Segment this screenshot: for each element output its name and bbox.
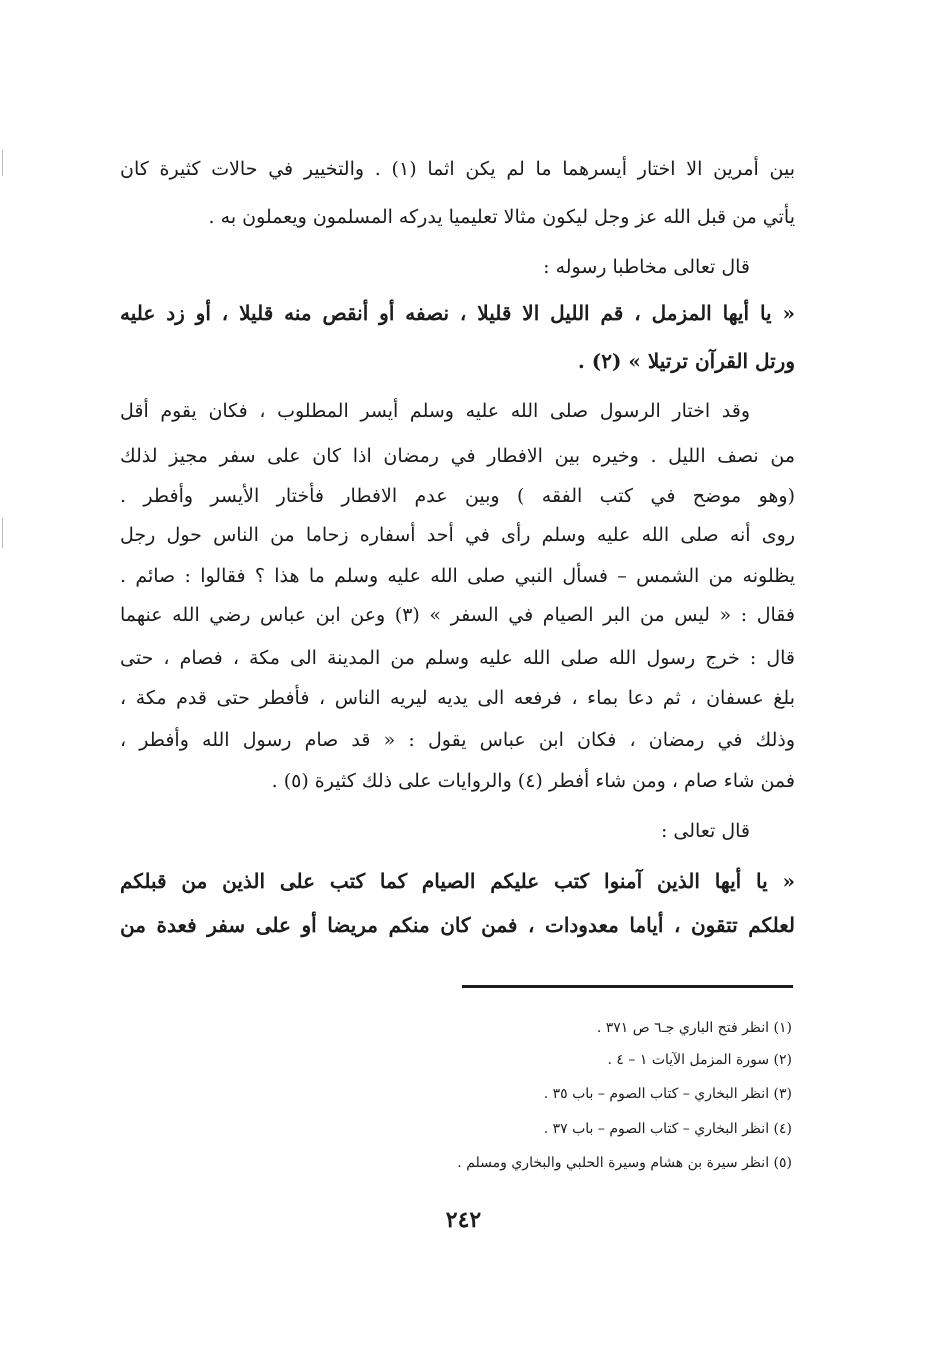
page-number: ٢٤٢ — [445, 1207, 482, 1233]
body-line: بين أمرين الا اختار أيسرهما ما لم يكن اثما (١) . والتخيير في حالات كثيرة كان — [120, 158, 795, 180]
body-line: قال تعالى مخاطبا رسوله : — [543, 256, 750, 278]
footnote: (٥) انظر سيرة بن هشام وسيرة الحلبي والبخاري ومسلم . — [457, 1155, 792, 1171]
body-line: من نصف الليل . وخيره بين الافطار في رمضان اذا كان على سفر مجيز لذلك — [120, 445, 795, 467]
left-margin-mark-lower — [2, 518, 3, 548]
quran-verse-line: « يا أيها المزمل ، قم الليل الا قليلا ، نصفه أو أنقص منه قليلا ، أو زد عليه — [120, 301, 795, 325]
left-margin-mark — [2, 150, 3, 176]
footnote: (٣) انظر البخاري – كتاب الصوم – باب ٣٥ . — [543, 1086, 792, 1102]
quran-verse-line: لعلكم تتقون ، أياما معدودات ، فمن كان منكم مريضا أو على سفر فعدة من — [120, 913, 795, 937]
body-line: فمن شاء صام ، ومن شاء أفطر (٤) والروايات على ذلك كثيرة (٥) . — [271, 770, 795, 792]
body-line: قال : خرج رسول الله صلى الله عليه وسلم من المدينة الى مكة ، فصام ، حتى — [120, 647, 795, 669]
body-line: يظلونه من الشمس – فسأل النبي صلى الله عليه وسلم ما هذا ؟ فقالوا : صائم . — [120, 565, 795, 587]
body-line: بلغ عسفان ، ثم دعا بماء ، فرفعه الى يديه ليريه الناس ، فأفطر حتى قدم مكة ، — [120, 687, 795, 709]
body-line: (وهو موضح في كتب الفقه ) وبين عدم الافطار فأختار الأيسر وأفطر . — [120, 485, 795, 507]
footnote-separator — [462, 985, 793, 988]
body-line: يأتي من قبل الله عز وجل ليكون مثالا تعليميا يدركه المسلمون ويعملون به . — [208, 206, 795, 228]
body-line: وقد اختار الرسول صلى الله عليه وسلم أيسر المطلوب ، فكان يقوم أقل — [120, 400, 750, 422]
footnote: (٤) انظر البخاري – كتاب الصوم – باب ٣٧ . — [543, 1121, 792, 1137]
body-text — [120, 0, 795, 960]
body-line: قال تعالى : — [660, 820, 750, 842]
quran-verse-line: « يا أيها الذين آمنوا كتب عليكم الصيام كما كتب على الذين من قبلكم — [120, 869, 795, 893]
body-line: روى أنه صلى الله عليه وسلم رأى في أحد أسفاره زحاما من الناس حول رجل — [120, 524, 796, 546]
body-line: فقال : « ليس من البر الصيام في السفر » (٣) وعن ابن عباس رضي الله عنهما — [120, 604, 795, 626]
body-line: وذلك في رمضان ، فكان ابن عباس يقول : « قد صام رسول الله وأفطر ، — [120, 729, 795, 751]
footnote: (٢) سورة المزمل الآيات ١ – ٤ . — [607, 1052, 792, 1068]
footnote: (١) انظر فتح الباري جـ٦ ص ٣٧١ . — [596, 1020, 792, 1036]
quran-verse-line: ورتل القرآن ترتيلا » (٢) . — [577, 349, 795, 373]
